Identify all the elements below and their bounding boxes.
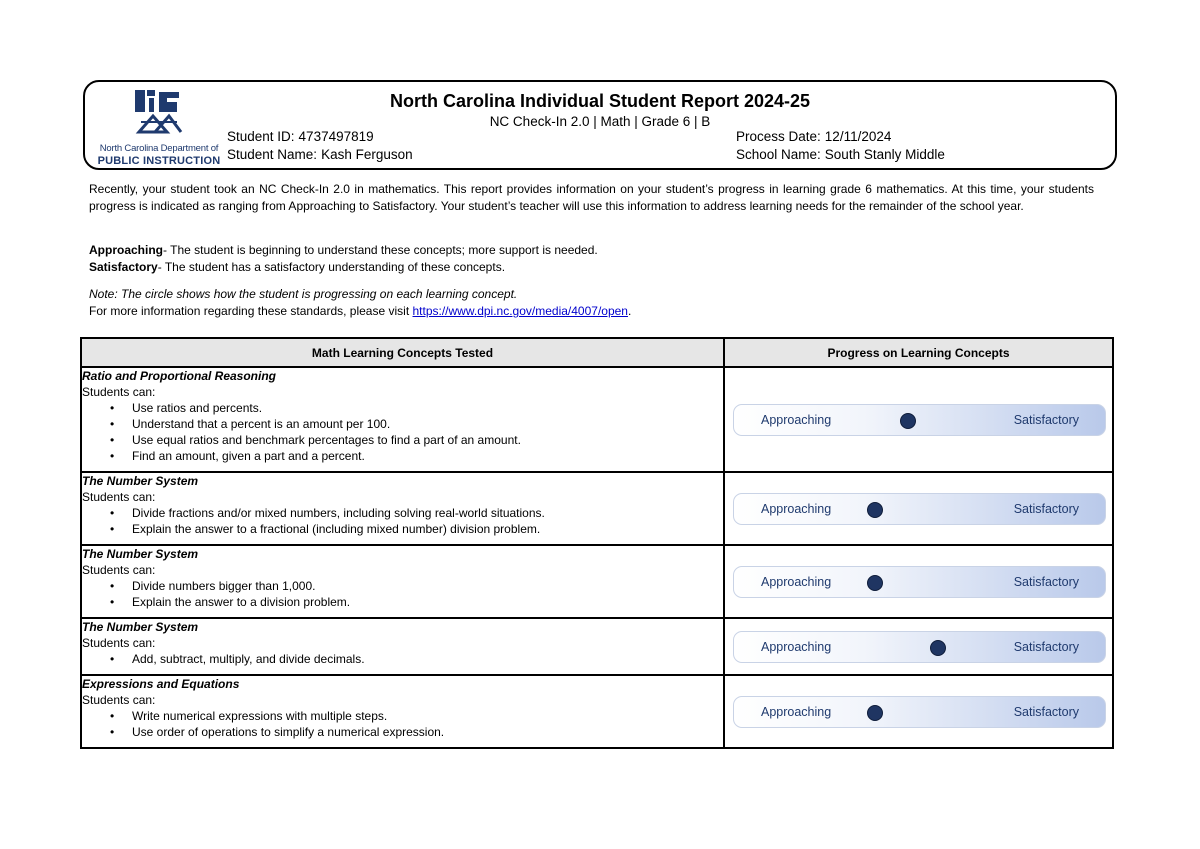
concept-bullets (82, 400, 723, 464)
table-row (81, 472, 1113, 545)
approaching-label: Approaching (761, 412, 832, 427)
progress-cell (724, 545, 1113, 618)
circle-note: Note: The circle shows how the student is progressing on each learning concept. (89, 287, 518, 301)
approaching-label: Approaching (761, 574, 832, 589)
table-row (81, 618, 1113, 675)
report-header (83, 80, 1117, 170)
logo-public-instruction-text: PUBLIC INSTRUCTION (97, 155, 221, 167)
concept-cell (81, 367, 724, 472)
list-item: • Explain the answer to a fractional (including mixed number) division problem. (82, 521, 723, 537)
satisfactory-label: Satisfactory (1013, 412, 1079, 427)
list-item: • Divide fractions and/or mixed numbers, including solving real-world situations. (82, 505, 723, 521)
list-item: • Use order of operations to simplify a numerical expression. (82, 724, 723, 740)
progress-circle (867, 502, 883, 518)
student-id-value: 4737497819 (298, 129, 374, 144)
more-info-period: . (627, 304, 632, 318)
student-name (227, 147, 413, 162)
concept-bullets (82, 578, 723, 610)
progress-bar (733, 631, 1106, 663)
concept-title: The Number System (82, 547, 199, 561)
concept-cell (81, 545, 724, 618)
concept-intro: Students can: (82, 563, 156, 577)
table-row (81, 675, 1113, 748)
more-info (89, 303, 631, 320)
list-item: • Add, subtract, multiply, and divide decimals. (82, 651, 723, 667)
concept-intro: Students can: (82, 490, 156, 504)
progress-cell (724, 675, 1113, 748)
concept-title: The Number System (82, 474, 199, 488)
approaching-text: - The student is beginning to understand these concepts; more support is needed. (163, 243, 598, 257)
list-item: • Use equal ratios and benchmark percentages to find a part of an amount. (82, 432, 723, 448)
concept-intro: Students can: (82, 385, 156, 399)
school-name (736, 147, 945, 162)
list-item: • Understand that a percent is an amount per 100. (82, 416, 723, 432)
process-date-label: Process Date: (736, 129, 821, 144)
satisfactory-label: Satisfactory (1013, 704, 1079, 719)
logo-department-text: North Carolina Department of (99, 143, 219, 154)
progress-cell (724, 618, 1113, 675)
approaching-term: Approaching (89, 243, 163, 257)
notes (89, 286, 631, 320)
progress-bar (733, 493, 1106, 525)
level-definitions (89, 242, 598, 276)
concept-bullets (82, 651, 723, 667)
satisfactory-definition (89, 259, 598, 276)
progress-circle (900, 413, 916, 429)
satisfactory-label: Satisfactory (1013, 574, 1079, 589)
process-date-value: 12/11/2024 (824, 129, 892, 144)
satisfactory-text: - The student has a satisfactory understanding of these concepts. (157, 260, 506, 274)
concept-title: Expressions and Equations (82, 677, 240, 691)
table-header-row (81, 338, 1113, 367)
progress-bar (733, 566, 1106, 598)
concept-bullets (82, 708, 723, 740)
satisfactory-label: Satisfactory (1013, 501, 1079, 516)
student-name-value: Kash Ferguson (321, 147, 413, 162)
concept-title: Ratio and Proportional Reasoning (82, 369, 277, 383)
approaching-definition (89, 242, 598, 259)
satisfactory-term: Satisfactory (89, 260, 158, 274)
progress-cell (724, 367, 1113, 472)
student-id (227, 129, 374, 144)
progress-bar (733, 696, 1106, 728)
list-item: • Write numerical expressions with multiple steps. (82, 708, 723, 724)
progress-circle (867, 705, 883, 721)
more-info-text: For more information regarding these standards, please visit (89, 304, 413, 318)
concepts-column-header: Math Learning Concepts Tested (81, 338, 724, 367)
approaching-label: Approaching (761, 704, 832, 719)
list-item: • Divide numbers bigger than 1,000. (82, 578, 723, 594)
table-row (81, 367, 1113, 472)
concept-intro: Students can: (82, 636, 156, 650)
concept-cell (81, 675, 724, 748)
approaching-label: Approaching (761, 501, 832, 516)
list-item: • Explain the answer to a division problem. (82, 594, 723, 610)
progress-cell (724, 472, 1113, 545)
progress-bar (733, 404, 1106, 436)
process-date (736, 129, 891, 144)
progress-circle (867, 575, 883, 591)
standards-link[interactable]: https://www.dpi.nc.gov/media/4007/open (412, 304, 628, 318)
concept-cell (81, 618, 724, 675)
concept-intro: Students can: (82, 693, 156, 707)
table-row (81, 545, 1113, 618)
list-item: • Find an amount, given a part and a percent. (82, 448, 723, 464)
school-name-label: School Name: (736, 147, 821, 162)
student-id-label: Student ID: (227, 129, 295, 144)
report-title: North Carolina Individual Student Report 2024-25 (389, 91, 811, 111)
concepts-table (80, 337, 1114, 749)
intro-paragraph: Recently, your student took an NC Check-In 2.0 in mathematics. This report provides information on your student’s progress in learning grade 6 mathematics. At this time, your students progress is indicated as ranging from Approaching to Satisfactory. Your student’s teacher will use this information to address learning needs for the remainder of the school year. (89, 182, 1094, 213)
progress-column-header: Progress on Learning Concepts (724, 338, 1113, 367)
report-subtitle: NC Check-In 2.0 | Math | Grade 6 | B (489, 114, 711, 129)
approaching-label: Approaching (761, 639, 832, 654)
satisfactory-label: Satisfactory (1013, 639, 1079, 654)
concept-cell (81, 472, 724, 545)
school-name-value: South Stanly Middle (824, 147, 945, 162)
student-name-label: Student Name: (227, 147, 318, 162)
concept-bullets (82, 505, 723, 537)
progress-circle (930, 640, 946, 656)
concept-title: The Number System (82, 620, 199, 634)
list-item: • Use ratios and percents. (82, 400, 723, 416)
